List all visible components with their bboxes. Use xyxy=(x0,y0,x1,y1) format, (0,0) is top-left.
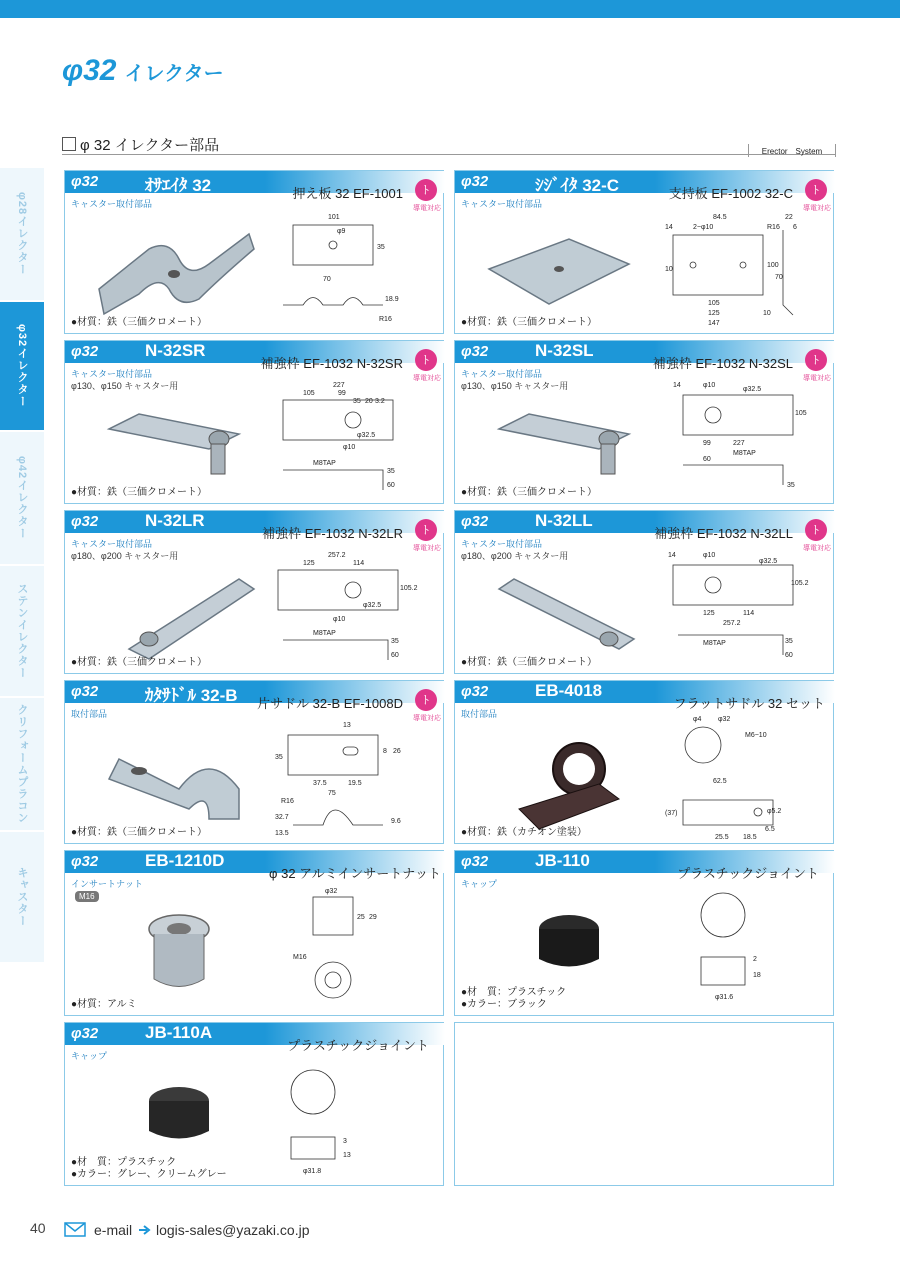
conductive-badge-text: 導電対応 xyxy=(413,375,441,382)
svg-text:105: 105 xyxy=(708,300,720,307)
card-phi-label: φ32 xyxy=(461,513,489,530)
card-model: N-32SR xyxy=(145,341,206,360)
svg-text:25.5: 25.5 xyxy=(715,834,729,841)
card-phi-label: φ32 xyxy=(71,683,99,700)
erector-system-label: Erector System xyxy=(748,144,836,157)
card-product-name: φ 32 アルミインサートナット xyxy=(269,866,441,881)
svg-text:70: 70 xyxy=(323,276,331,283)
svg-text:35: 35 xyxy=(787,482,795,489)
product-photo-press-plate xyxy=(89,219,259,319)
card-model: ｵｻｴｲﾀ 32 xyxy=(145,176,212,195)
product-card-flat-saddle xyxy=(454,680,834,844)
conductive-badge-icon: ﾄ xyxy=(805,519,827,541)
svg-text:M8TAP: M8TAP xyxy=(313,460,336,467)
card-material: ●材質：アルミ xyxy=(71,999,137,1010)
product-photo-single-saddle xyxy=(89,729,259,829)
svg-text:φ31.8: φ31.8 xyxy=(303,1168,322,1175)
card-category: キャスター取付部品 xyxy=(71,369,153,379)
svg-text:13: 13 xyxy=(343,722,351,729)
card-material: ●材質：鉄（カチオン塗装） xyxy=(461,827,587,838)
svg-text:13.5: 13.5 xyxy=(275,830,289,837)
dimension-drawing-n32sr xyxy=(273,375,413,501)
svg-text:10: 10 xyxy=(763,310,771,317)
card-model: EB-4018 xyxy=(535,681,603,700)
product-card-plastic-joint-grey xyxy=(64,1022,444,1186)
page-title-diameter: φ32 xyxy=(62,54,117,87)
card-phi-label: φ32 xyxy=(71,173,99,190)
conductive-badge-text: 導電対応 xyxy=(803,375,831,382)
svg-text:3.2: 3.2 xyxy=(375,398,385,405)
conductive-badge-text: 導電対応 xyxy=(413,205,441,212)
product-photo-cap-black xyxy=(479,899,649,999)
card-material: ●材質：鉄（三価クロメート） xyxy=(461,487,598,498)
product-card-single-saddle xyxy=(64,680,444,844)
svg-text:125: 125 xyxy=(303,560,315,567)
card-category: インサートナット xyxy=(71,879,143,889)
checkbox-square-icon xyxy=(62,137,76,151)
product-card-press-plate xyxy=(64,170,444,334)
product-card-plastic-joint-black xyxy=(454,850,834,1016)
svg-text:φ32: φ32 xyxy=(325,888,338,895)
email-icon xyxy=(64,1222,86,1237)
arrow-right-icon xyxy=(138,1224,152,1236)
svg-text:φ32.5: φ32.5 xyxy=(759,558,778,565)
card-category: キャスター取付部品 xyxy=(71,539,153,549)
svg-text:φ31.6: φ31.6 xyxy=(715,994,734,1001)
svg-text:(37): (37) xyxy=(665,810,678,817)
card-category: キャップ xyxy=(71,1051,108,1061)
card-material: ●材質：鉄（三価クロメート） xyxy=(461,317,598,328)
dimension-drawing-press-plate xyxy=(273,205,413,331)
email-link[interactable]: logis-sales@yazaki.co.jp xyxy=(156,1222,310,1238)
card-product-name: 補強枠 EF-1032 N-32LR xyxy=(262,526,403,541)
product-card-n32lr xyxy=(64,510,444,674)
section-divider xyxy=(62,154,835,155)
conductive-badge-icon: ﾄ xyxy=(415,349,437,371)
svg-text:35: 35 xyxy=(387,468,395,475)
svg-text:R16: R16 xyxy=(379,316,392,323)
card-category: キャップ xyxy=(461,879,498,889)
product-card-insert-nut xyxy=(64,850,444,1016)
card-category: キャスター取付部品 xyxy=(71,199,153,209)
svg-text:125: 125 xyxy=(708,310,720,317)
svg-text:29: 29 xyxy=(369,914,377,921)
product-photo-n32sl xyxy=(479,389,649,489)
svg-text:R16: R16 xyxy=(281,798,294,805)
card-subtitle: φ180、φ200 キャスター用 xyxy=(71,551,179,561)
dimension-drawing-insert-nut xyxy=(273,885,413,1011)
dimension-drawing-cap-black xyxy=(663,885,803,1011)
card-model: N-32SL xyxy=(535,341,594,360)
svg-text:100: 100 xyxy=(767,262,779,269)
email-label: e-mail xyxy=(94,1222,133,1238)
svg-text:75: 75 xyxy=(328,790,336,797)
page-number: 40 xyxy=(30,1220,46,1236)
section-title xyxy=(62,134,219,155)
svg-text:φ10: φ10 xyxy=(703,552,716,559)
card-product-name: 支持板 EF-1002 32-C xyxy=(668,186,793,201)
card-subtitle: φ180、φ200 キャスター用 xyxy=(461,551,569,561)
card-category: キャスター取付部品 xyxy=(461,369,543,379)
product-photo-insert-nut xyxy=(89,899,259,999)
svg-text:35: 35 xyxy=(353,398,361,405)
svg-text:125: 125 xyxy=(703,610,715,617)
svg-text:M16: M16 xyxy=(293,954,307,961)
empty-card xyxy=(454,1022,834,1186)
svg-text:35: 35 xyxy=(391,638,399,645)
card-model: JB-110 xyxy=(535,851,590,870)
card-model: ｶﾀｻﾄﾞﾙ 32-B xyxy=(145,686,238,705)
card-phi-label: φ32 xyxy=(461,853,489,870)
card-product-name: 補強枠 EF-1032 N-32LL xyxy=(654,526,793,541)
svg-text:φ32.5: φ32.5 xyxy=(743,386,762,393)
card-material: ●材質：鉄（三価クロメート） xyxy=(461,657,598,668)
card-product-name: 片サドル 32-B EF-1008D xyxy=(257,696,403,711)
svg-text:114: 114 xyxy=(353,560,365,567)
card-model: ｼｼﾞｲﾀ 32-C xyxy=(535,176,620,195)
card-material: ●材 質：プラスチック ●カラー：ブラック xyxy=(461,987,567,1010)
svg-text:60: 60 xyxy=(387,482,395,489)
svg-text:35: 35 xyxy=(785,638,793,645)
svg-text:M8TAP: M8TAP xyxy=(703,640,726,647)
conductive-badge-text: 導電対応 xyxy=(413,545,441,552)
svg-text:105: 105 xyxy=(303,390,315,397)
card-model: JB-110A xyxy=(145,1023,213,1042)
svg-text:22: 22 xyxy=(785,214,793,221)
product-card-support-plate xyxy=(454,170,834,334)
svg-text:18.9: 18.9 xyxy=(385,296,399,303)
card-phi-label: φ32 xyxy=(461,683,489,700)
dimension-drawing-single-saddle xyxy=(273,715,413,841)
product-photo-n32lr xyxy=(89,559,259,659)
card-product-name: 押え板 32 EF-1001 xyxy=(292,186,403,201)
card-material: ●材質：鉄（三価クロメート） xyxy=(71,827,208,838)
svg-text:φ32.5: φ32.5 xyxy=(357,432,376,439)
svg-text:18: 18 xyxy=(753,972,761,979)
svg-text:R16: R16 xyxy=(767,224,780,231)
svg-text:18.5: 18.5 xyxy=(743,834,757,841)
side-tab-cliform[interactable]: クリフォームプラコン xyxy=(0,698,44,832)
svg-text:70: 70 xyxy=(775,274,783,281)
card-phi-label: φ32 xyxy=(461,173,489,190)
svg-text:101: 101 xyxy=(328,214,340,221)
section-title-text: φ 32 イレクター部品 xyxy=(80,137,220,154)
card-phi-label: φ32 xyxy=(71,343,99,360)
svg-text:62.5: 62.5 xyxy=(713,778,727,785)
svg-text:60: 60 xyxy=(703,456,711,463)
card-phi-label: φ32 xyxy=(461,343,489,360)
svg-text:26: 26 xyxy=(393,748,401,755)
card-material: ●材 質：プラスチック ●カラー：グレー、クリームグレー xyxy=(71,1157,227,1180)
product-photo-n32ll xyxy=(479,559,649,659)
card-material: ●材質：鉄（三価クロメート） xyxy=(71,317,208,328)
svg-text:φ32: φ32 xyxy=(718,716,731,723)
top-accent-bar xyxy=(0,0,900,18)
dimension-drawing-support-plate xyxy=(663,205,803,331)
svg-text:M6−10: M6−10 xyxy=(745,732,767,739)
svg-text:99: 99 xyxy=(703,440,711,447)
conductive-badge-icon: ﾄ xyxy=(805,349,827,371)
product-card-n32ll xyxy=(454,510,834,674)
svg-text:105.2: 105.2 xyxy=(791,580,809,587)
svg-text:M8TAP: M8TAP xyxy=(313,630,336,637)
svg-text:8: 8 xyxy=(383,748,387,755)
side-tab-caster[interactable]: キャスター xyxy=(0,832,44,964)
product-photo-cap-grey xyxy=(89,1071,259,1171)
svg-text:84.5: 84.5 xyxy=(713,214,727,221)
card-category: キャスター取付部品 xyxy=(461,539,543,549)
svg-text:37.5: 37.5 xyxy=(313,780,327,787)
conductive-badge-icon: ﾄ xyxy=(805,179,827,201)
dimension-drawing-n32ll xyxy=(663,545,809,671)
card-product-name: 補強枠 EF-1032 N-32SL xyxy=(652,356,793,371)
svg-text:60: 60 xyxy=(785,652,793,659)
card-category: 取付部品 xyxy=(461,709,498,719)
svg-text:227: 227 xyxy=(333,382,345,389)
svg-text:35: 35 xyxy=(377,244,385,251)
svg-text:φ10: φ10 xyxy=(333,616,346,623)
svg-text:60: 60 xyxy=(391,652,399,659)
svg-text:φ5.2: φ5.2 xyxy=(767,808,782,815)
product-photo-n32sr xyxy=(89,389,259,489)
svg-text:2−φ10: 2−φ10 xyxy=(693,224,714,231)
svg-text:257.2: 257.2 xyxy=(328,552,346,559)
svg-text:2: 2 xyxy=(753,956,757,963)
page-title-text: イレクター xyxy=(124,63,224,85)
card-product-name: プラスチックジョイント xyxy=(287,1038,429,1053)
svg-text:φ10: φ10 xyxy=(343,444,356,451)
conductive-badge-icon: ﾄ xyxy=(415,179,437,201)
card-material: ●材質：鉄（三価クロメート） xyxy=(71,657,208,668)
card-subtitle: φ130、φ150 キャスター用 xyxy=(461,381,569,391)
card-product-name: 補強枠 EF-1032 N-32SR xyxy=(260,356,403,371)
side-tab-phi28[interactable]: φ28イレクター xyxy=(0,168,44,302)
card-model: EB-1210D xyxy=(145,851,225,870)
svg-text:10: 10 xyxy=(665,266,673,273)
card-category: 取付部品 xyxy=(71,709,108,719)
svg-text:φ10: φ10 xyxy=(703,382,716,389)
card-subtitle: φ130、φ150 キャスター用 xyxy=(71,381,179,391)
svg-text:19.5: 19.5 xyxy=(348,780,362,787)
product-photo-support-plate xyxy=(479,219,649,319)
card-product-name: フラットサドル 32 セット xyxy=(673,696,825,711)
dimension-drawing-cap-grey xyxy=(273,1057,413,1183)
svg-text:20: 20 xyxy=(365,398,373,405)
card-phi-label: φ32 xyxy=(71,853,99,870)
svg-text:114: 114 xyxy=(743,610,755,617)
product-card-n32sl xyxy=(454,340,834,504)
svg-text:227: 227 xyxy=(733,440,745,447)
dimension-drawing-n32sl xyxy=(663,375,807,501)
svg-text:99: 99 xyxy=(338,390,346,397)
page-title xyxy=(62,54,224,88)
svg-text:35: 35 xyxy=(275,754,283,761)
card-material: ●材質：鉄（三価クロメート） xyxy=(71,487,208,498)
dimension-drawing-flat-saddle xyxy=(663,715,803,841)
svg-text:6.5: 6.5 xyxy=(765,826,775,833)
svg-text:13: 13 xyxy=(343,1152,351,1159)
product-photo-flat-saddle xyxy=(479,729,649,829)
side-tab-phi32[interactable]: φ32イレクター xyxy=(0,302,44,432)
svg-text:105: 105 xyxy=(795,410,807,417)
svg-text:9.6: 9.6 xyxy=(391,818,401,825)
svg-text:φ4: φ4 xyxy=(693,716,702,723)
svg-text:3: 3 xyxy=(343,1138,347,1145)
card-model: N-32LL xyxy=(535,511,593,530)
side-tab-stainless[interactable]: ステンイレクター xyxy=(0,566,44,698)
svg-text:257.2: 257.2 xyxy=(723,620,741,627)
conductive-badge-icon: ﾄ xyxy=(415,689,437,711)
thread-size-badge: M16 xyxy=(75,891,99,902)
dimension-drawing-n32lr xyxy=(273,545,418,671)
svg-text:147: 147 xyxy=(708,320,720,327)
conductive-badge-icon: ﾄ xyxy=(415,519,437,541)
svg-text:32.7: 32.7 xyxy=(275,814,289,821)
svg-text:φ32.5: φ32.5 xyxy=(363,602,382,609)
card-category: キャスター取付部品 xyxy=(461,199,543,209)
conductive-badge-text: 導電対応 xyxy=(413,715,441,722)
svg-text:25: 25 xyxy=(357,914,365,921)
product-card-n32sr xyxy=(64,340,444,504)
svg-text:6: 6 xyxy=(793,224,797,231)
svg-text:14: 14 xyxy=(668,552,676,559)
conductive-badge-text: 導電対応 xyxy=(803,205,831,212)
card-phi-label: φ32 xyxy=(71,1025,99,1042)
svg-text:φ9: φ9 xyxy=(337,228,346,235)
svg-text:14: 14 xyxy=(665,224,673,231)
card-product-name: プラスチックジョイント xyxy=(677,866,819,881)
svg-text:14: 14 xyxy=(673,382,681,389)
card-phi-label: φ32 xyxy=(71,513,99,530)
card-model: N-32LR xyxy=(145,511,205,530)
svg-text:105.2: 105.2 xyxy=(400,585,418,592)
side-tab-phi42[interactable]: φ42イレクター xyxy=(0,432,44,566)
svg-text:M8TAP: M8TAP xyxy=(733,450,756,457)
conductive-badge-text: 導電対応 xyxy=(803,545,831,552)
